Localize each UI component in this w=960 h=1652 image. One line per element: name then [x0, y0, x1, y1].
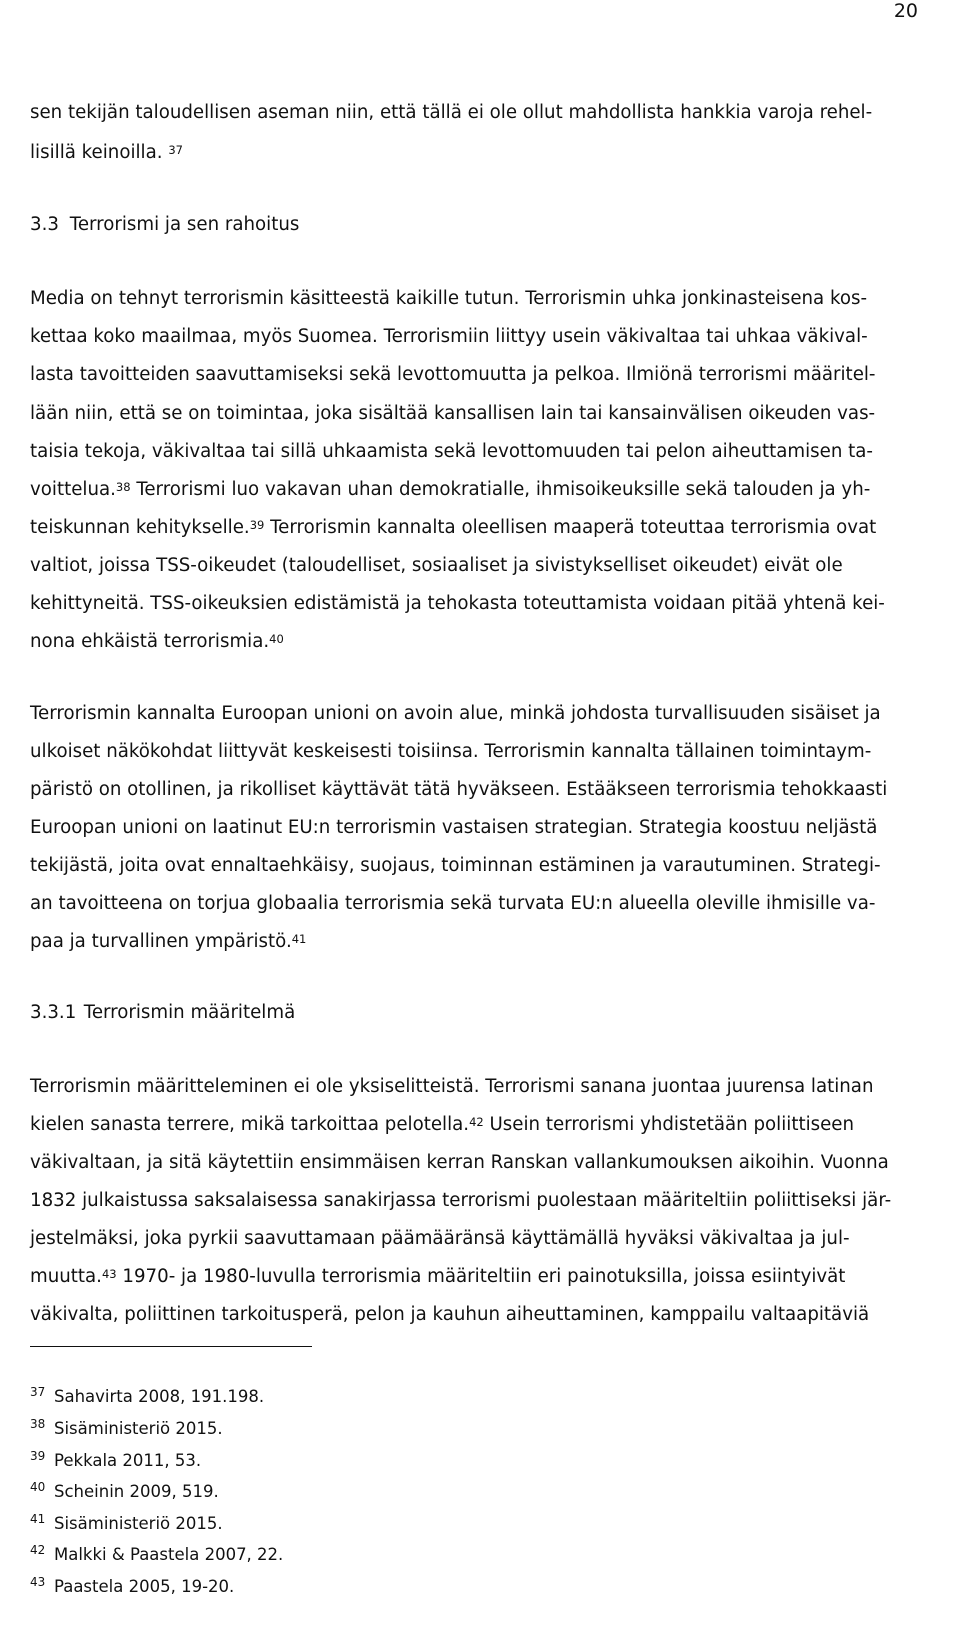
text-line: lään niin, että se on toimintaa, joka sisältää kansallisen lain tai kansainvälisen oikeuden vas-	[30, 403, 876, 424]
text-line: päristö on otollinen, ja rikolliset käyttävät tätä hyväkseen. Estääkseen terrorismia tehokkaasti	[30, 779, 888, 800]
text-line: Euroopan unioni on laatinut EU:n terrorismin vastaisen strategian. Strategia koostuu neljästä	[30, 817, 878, 838]
footnote-ref[interactable]: 40	[269, 632, 284, 646]
text-line: sen tekijän taloudellisen aseman niin, että tällä ei ole ollut mahdollista hankkia varoja rehel-	[30, 102, 873, 123]
footnote-ref[interactable]: 43	[101, 1267, 117, 1281]
footnote: 42 Malkki & Paastela 2007, 22.	[30, 1543, 284, 1564]
footnote-ref[interactable]: 38	[115, 480, 131, 494]
footnote: 43 Paastela 2005, 19-20.	[30, 1575, 235, 1596]
text-line: ulkoiset näkökohdat liittyvät keskeisesti toisiinsa. Terrorismin kannalta tällainen toimintaym-	[30, 741, 872, 762]
footnote-ref[interactable]: 37	[168, 143, 183, 157]
section-heading: 3.3 Terrorismi ja sen rahoitus	[30, 214, 300, 235]
text-line: Media on tehnyt terrorismin käsitteestä kaikille tutun. Terrorismin uhka jonkinasteisena kos-	[30, 288, 868, 309]
text-line: muutta.$^{43}$ 1970- ja 1980-luvulla terrorismia määriteltiin eri painotuksilla, joissa esiintyivät	[30, 1266, 846, 1287]
text-line: 1832 julkaistussa saksalaisessa sanakirjassa terrorismi puolestaan määriteltiin poliittiseksi jär-	[30, 1190, 892, 1211]
text-line: voittelua.$^{38}$ Terrorismi luo vakavan uhan demokratialle, ihmisoikeuksille sekä talouden ja yh-	[30, 479, 871, 500]
text-line: nona ehkäistä terrorismia.$^{40}$	[30, 631, 284, 652]
text-line: väkivaltaan, ja sitä käytettiin ensimmäisen kerran Ranskan vallankumouksen aikoihin. Vuonna	[30, 1152, 889, 1173]
text-line: tekijästä, joita ovat ennaltaehkäisy, suojaus, toiminnan estäminen ja varautuminen. Strategi-	[30, 855, 881, 876]
footnote: 38 Sisäministeriö 2015.	[30, 1417, 223, 1438]
text-line: kielen sanasta terrere, mikä tarkoittaa pelotella.$^{42}$ Usein terrorismi yhdistetään poliittiseen	[30, 1114, 855, 1135]
text-line: taisia tekoja, väkivaltaa tai sillä uhkaamista sekä levottomuuden tai pelon aiheuttamisen ta-	[30, 441, 873, 462]
footnote-ref[interactable]: 42	[469, 1115, 484, 1129]
text-line: lisillä keinoilla. $^{37}$	[30, 142, 183, 163]
text-line: an tavoitteena on torjua globaalia terrorismia sekä turvata EU:n alueella oleville ihmisille va-	[30, 893, 876, 914]
footnote: 40 Scheinin 2009, 519.	[30, 1480, 219, 1501]
text-line: Terrorismin määritteleminen ei ole yksiselitteistä. Terrorismi sanana juontaa juurensa latinan	[30, 1076, 874, 1097]
text-line: kettaa koko maailmaa, myös Suomea. Terrorismiin liittyy usein väkivaltaa tai uhkaa väkival-	[30, 326, 868, 347]
text-line: kehittyneitä. TSS-oikeuksien edistämistä ja tehokasta toteuttamista voidaan pitää yhtenä kei-	[30, 593, 885, 614]
text-line: väkivalta, poliittinen tarkoitusperä, pelon ja kauhun aiheuttaminen, kamppailu valtaapitäviä	[30, 1304, 870, 1325]
text-line: teiskunnan kehitykselle.$^{39}$ Terrorismin kannalta oleellisen maaperä toteuttaa terrorismia ovat	[30, 517, 877, 538]
footnote-ref[interactable]: 41	[291, 932, 307, 946]
footnote: 39 Pekkala 2011, 53.	[30, 1449, 202, 1470]
text-line: lasta tavoitteiden saavuttamiseksi sekä levottomuutta ja pelkoa. Ilmiönä terrorismi määritel-	[30, 364, 876, 385]
footnote-ref[interactable]: 39	[249, 518, 265, 532]
text-line: jestelmäksi, joka pyrkii saavuttamaan päämääränsä käyttämällä hyväksi väkivaltaa ja jul-	[30, 1228, 850, 1249]
text-line: valtiot, joissa TSS-oikeudet (taloudelliset, sosiaaliset ja sivistykselliset oikeudet) eivät ole	[30, 555, 843, 576]
text-line: paa ja turvallinen ympäristö.$^{41}$	[30, 931, 307, 952]
text-line: Terrorismin kannalta Euroopan unioni on avoin alue, minkä johdosta turvallisuuden sisäiset ja	[30, 703, 881, 724]
footnote: 37 Sahavirta 2008, 191.198.	[30, 1385, 265, 1406]
footnote-separator	[30, 1346, 312, 1347]
footnote: 41 Sisäministeriö 2015.	[30, 1512, 223, 1533]
subsection-heading: 3.3.1 Terrorismin määritelmä	[30, 1002, 296, 1023]
page-number: 20	[893, 0, 918, 22]
